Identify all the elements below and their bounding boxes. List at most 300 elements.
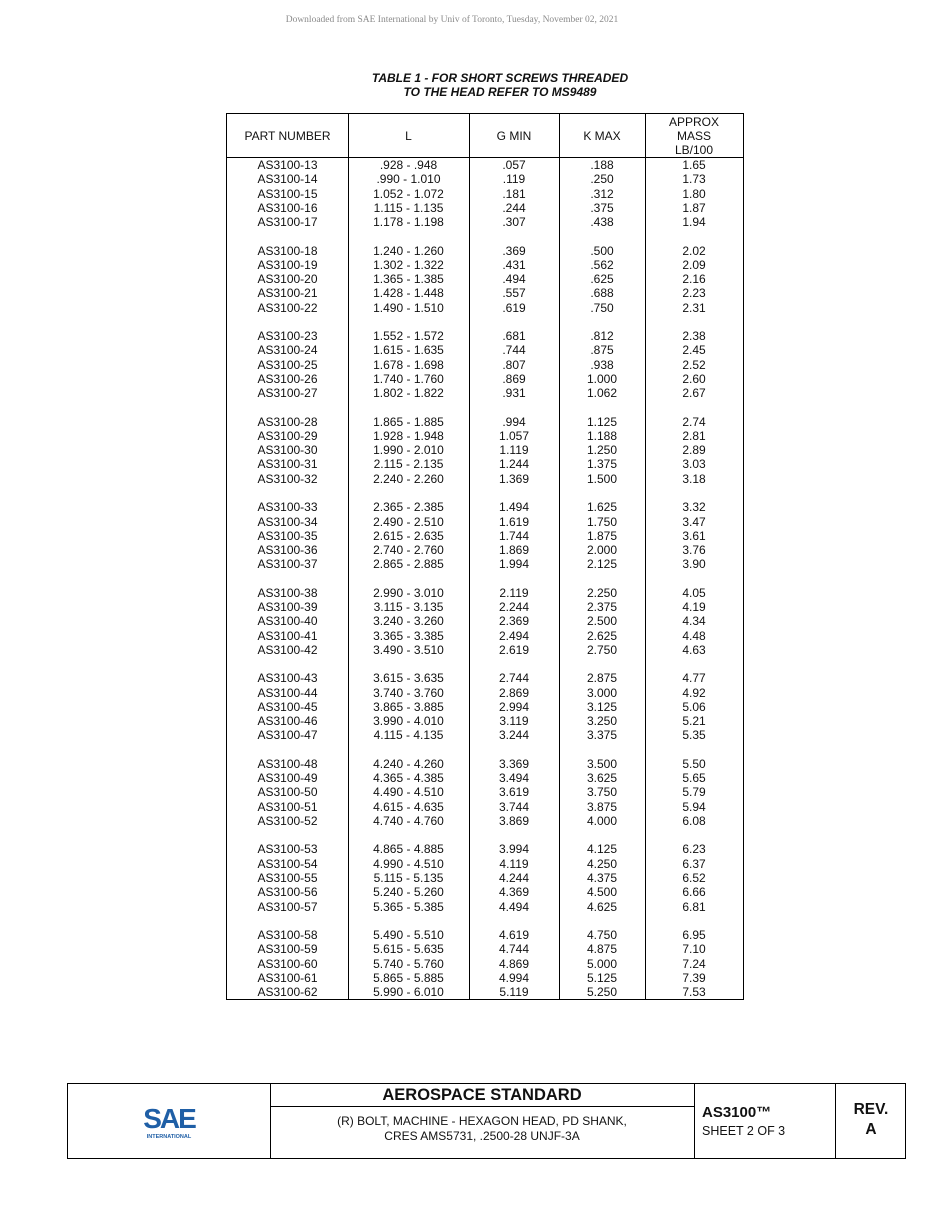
k-max-cell: 1.875	[586, 528, 618, 543]
sae-logo	[138, 1101, 200, 1141]
mass-cell: 6.23	[682, 842, 706, 857]
mass-cell: 4.05	[682, 585, 706, 600]
table-row	[227, 201, 743, 215]
g-min-cell: 2.119	[499, 585, 529, 600]
k-max-cell: 3.750	[586, 785, 618, 800]
l-cell: 2.365 - 2.385	[373, 500, 444, 515]
k-max-cell: 5.250	[586, 985, 618, 1000]
part-number-cell: AS3100-18	[257, 243, 318, 258]
table-row	[227, 957, 743, 971]
l-cell: 1.115 - 1.135	[373, 200, 444, 215]
table-row	[227, 771, 743, 785]
part-number-cell: AS3100-55	[257, 871, 318, 885]
g-min-cell: 1.369	[498, 471, 530, 486]
table-row	[227, 857, 743, 871]
k-max-cell: .188	[590, 158, 614, 172]
mass-cell: 2.38	[682, 329, 706, 344]
part-number-cell: AS3100-36	[257, 543, 318, 558]
title-block-divider	[694, 1084, 695, 1158]
g-min-cell: 3.119	[499, 714, 529, 729]
mass-cell: 3.90	[682, 557, 706, 572]
part-number-cell: AS3100-16	[257, 200, 318, 215]
table-row	[227, 942, 743, 956]
g-min-cell: 3.619	[498, 785, 530, 800]
part-number-cell: AS3100-29	[257, 428, 318, 443]
l-cell: 4.365 - 4.385	[373, 771, 444, 786]
header-g-min: G MIN	[496, 128, 532, 143]
mass-cell: 1.73	[682, 172, 706, 187]
g-min-cell: 4.119	[499, 856, 529, 871]
part-number-cell: AS3100-59	[257, 942, 318, 957]
g-min-cell: 4.619	[498, 928, 530, 943]
k-max-cell: .875	[590, 343, 614, 358]
standard-title: AEROSPACE STANDARD	[382, 1086, 582, 1104]
part-number-cell: AS3100-62	[257, 985, 318, 1000]
g-min-cell: 2.494	[498, 628, 530, 643]
g-min-cell: 4.244	[498, 871, 530, 885]
k-max-cell: .812	[590, 329, 614, 344]
table-row	[227, 500, 743, 514]
k-max-cell: 4.625	[586, 899, 618, 914]
g-min-cell: .431	[502, 257, 526, 272]
table-row	[227, 215, 743, 229]
header-l: L	[405, 128, 412, 143]
part-number-cell: AS3100-14	[257, 172, 318, 187]
part-number-cell: AS3100-53	[257, 842, 318, 857]
table-row	[227, 900, 743, 914]
table-row	[227, 714, 743, 728]
k-max-cell: 1.625	[586, 500, 618, 515]
part-number-cell: AS3100-43	[257, 671, 318, 686]
part-number-cell: AS3100-60	[257, 956, 318, 971]
mass-cell: 5.79	[682, 785, 706, 800]
part-number-cell: AS3100-33	[257, 500, 318, 515]
g-min-cell: 3.244	[498, 728, 530, 743]
mass-cell: 4.92	[682, 685, 706, 700]
k-max-cell: 1.750	[586, 514, 618, 529]
table-row	[227, 629, 743, 643]
mass-cell: 2.23	[682, 286, 706, 301]
table-row	[227, 272, 743, 286]
mass-cell: 7.39	[682, 970, 706, 985]
part-number-cell: AS3100-31	[257, 457, 318, 472]
k-max-cell: 2.750	[586, 642, 618, 657]
l-cell: 2.990 - 3.010	[373, 585, 444, 600]
k-max-cell: .312	[590, 186, 614, 201]
sheet-number: SHEET 2 OF 3	[702, 1124, 786, 1138]
table-row	[227, 415, 743, 429]
mass-cell: 5.06	[682, 699, 706, 714]
mass-cell: 2.02	[682, 243, 706, 258]
table-row	[227, 472, 743, 486]
l-cell: 5.865 - 5.885	[373, 970, 444, 985]
k-max-cell: .750	[590, 300, 614, 315]
k-max-cell: 3.125	[586, 699, 618, 714]
l-cell: 1.740 - 1.760	[373, 371, 444, 386]
header-k-max: K MAX	[583, 128, 621, 143]
mass-cell: 6.66	[682, 885, 706, 900]
g-min-cell: .931	[502, 386, 526, 401]
table-row	[227, 515, 743, 529]
table-row	[227, 971, 743, 985]
g-min-cell: 2.744	[498, 671, 530, 686]
mass-cell: 2.45	[682, 343, 706, 358]
k-max-cell: 3.500	[586, 756, 618, 771]
l-cell: 4.865 - 4.885	[373, 842, 444, 857]
g-min-cell: 1.744	[498, 528, 530, 543]
table-row	[227, 244, 743, 258]
mass-cell: 3.18	[682, 471, 706, 486]
part-number-cell: AS3100-15	[257, 186, 318, 201]
mass-cell: 3.47	[682, 514, 706, 529]
part-number-cell: AS3100-52	[257, 813, 318, 828]
g-min-cell: .119	[502, 172, 526, 187]
g-min-cell: 3.494	[498, 771, 530, 786]
part-number-cell: AS3100-23	[257, 329, 318, 344]
table-title-line-1: TABLE 1 - FOR SHORT SCREWS THREADED	[371, 71, 629, 85]
l-cell: 5.615 - 5.635	[373, 942, 444, 957]
document-number: AS3100™	[702, 1104, 772, 1121]
revision-value: A	[865, 1121, 877, 1138]
g-min-cell: 5.119	[499, 985, 529, 1000]
mass-cell: 2.60	[682, 371, 706, 386]
k-max-cell: 1.500	[586, 471, 618, 486]
k-max-cell: 2.625	[586, 628, 618, 643]
l-cell: 2.240 - 2.260	[373, 471, 444, 486]
k-max-cell: 3.000	[586, 685, 618, 700]
mass-cell: 4.63	[682, 642, 706, 657]
table-row	[227, 543, 743, 557]
g-min-cell: .869	[502, 371, 526, 386]
mass-cell: 1.80	[682, 186, 706, 201]
g-min-cell: .244	[502, 200, 526, 215]
l-cell: 5.115 - 5.135	[373, 871, 444, 885]
mass-cell: 4.48	[682, 628, 706, 643]
k-max-cell: 4.250	[586, 856, 618, 871]
part-number-cell: AS3100-57	[257, 899, 318, 914]
table-row	[227, 700, 743, 714]
g-min-cell: 3.994	[498, 842, 530, 857]
table-row	[227, 358, 743, 372]
mass-cell: 2.31	[682, 300, 706, 315]
k-max-cell: .562	[590, 257, 614, 272]
g-min-cell: 3.869	[498, 813, 530, 828]
l-cell: 3.615 - 3.635	[373, 671, 444, 686]
l-cell: 1.178 - 1.198	[373, 215, 444, 230]
mass-cell: 3.32	[682, 500, 706, 515]
l-cell: 1.865 - 1.885	[373, 414, 444, 429]
k-max-cell: 5.000	[586, 956, 618, 971]
table-row	[227, 928, 743, 942]
part-number-cell: AS3100-47	[257, 728, 318, 743]
table-row	[227, 671, 743, 685]
k-max-cell: .938	[590, 357, 614, 372]
part-number-cell: AS3100-51	[257, 799, 318, 814]
mass-cell: 4.34	[682, 614, 706, 629]
mass-cell: 5.35	[682, 728, 706, 743]
part-number-cell: AS3100-40	[257, 614, 318, 629]
table-title	[300, 71, 700, 99]
k-max-cell: .625	[590, 272, 614, 287]
header-part-number: PART NUMBER	[244, 128, 331, 143]
mass-cell: 5.65	[682, 771, 706, 786]
g-min-cell: 4.494	[498, 899, 530, 914]
l-cell: 3.740 - 3.760	[373, 685, 444, 700]
g-min-cell: .994	[502, 414, 526, 429]
l-cell: 5.490 - 5.510	[373, 928, 444, 943]
table-row	[227, 800, 743, 814]
table-title-line-2: TO THE HEAD REFER TO MS9489	[403, 85, 597, 99]
part-number-cell: AS3100-41	[257, 628, 318, 643]
mass-cell: 4.19	[682, 600, 706, 615]
g-min-cell: .681	[502, 329, 526, 344]
g-min-cell: 1.244	[498, 457, 530, 472]
table-row	[227, 187, 743, 201]
g-min-cell: 4.744	[498, 942, 530, 957]
title-block-divider	[270, 1106, 694, 1107]
part-number-cell: AS3100-13	[257, 158, 318, 172]
download-watermark: Downloaded from SAE International by Univ of Toronto, Tuesday, November 02, 2021	[285, 15, 619, 25]
sae-logo-mark: SAE	[143, 1103, 195, 1134]
l-cell: .928 - .948	[379, 158, 438, 172]
part-number-cell: AS3100-44	[257, 685, 318, 700]
k-max-cell: .500	[590, 243, 614, 258]
part-number-cell: AS3100-26	[257, 371, 318, 386]
g-min-cell: 4.369	[498, 885, 530, 900]
k-max-cell: 4.750	[586, 928, 618, 943]
k-max-cell: 4.375	[586, 871, 618, 885]
k-max-cell: 2.000	[586, 543, 618, 558]
g-min-cell: 3.744	[498, 799, 530, 814]
table-row	[227, 343, 743, 357]
table-row	[227, 457, 743, 471]
l-cell: 4.615 - 4.635	[373, 799, 444, 814]
g-min-cell: 2.244	[498, 600, 530, 615]
l-cell: 2.490 - 2.510	[373, 514, 444, 529]
description-line-1: (R) BOLT, MACHINE - HEXAGON HEAD, PD SHANK,	[337, 1114, 627, 1128]
part-number-cell: AS3100-49	[257, 771, 318, 786]
k-max-cell: 2.375	[586, 600, 618, 615]
g-min-cell: 1.619	[498, 514, 530, 529]
mass-cell: 6.52	[682, 871, 706, 885]
dimensions-table	[226, 113, 744, 1000]
description-line-2: CRES AMS5731, .2500-28 UNJF-3A	[384, 1129, 580, 1143]
table-row	[227, 172, 743, 186]
l-cell: 1.240 - 1.260	[373, 243, 444, 258]
k-max-cell: .375	[590, 200, 614, 215]
mass-cell: 6.37	[682, 856, 706, 871]
mass-cell: 5.50	[682, 756, 706, 771]
l-cell: 1.490 - 1.510	[373, 300, 444, 315]
mass-cell: 6.95	[682, 928, 706, 943]
part-number-cell: AS3100-46	[257, 714, 318, 729]
k-max-cell: .438	[590, 215, 614, 230]
table-row	[227, 842, 743, 856]
k-max-cell: 1.125	[586, 414, 618, 429]
part-number-cell: AS3100-19	[257, 257, 318, 272]
part-number-cell: AS3100-27	[257, 386, 318, 401]
l-cell: 4.990 - 4.510	[373, 856, 444, 871]
g-min-cell: .557	[502, 286, 526, 301]
table-row	[227, 372, 743, 386]
table-row	[227, 785, 743, 799]
mass-cell: 7.53	[682, 985, 706, 1000]
g-min-cell: .057	[502, 158, 526, 172]
l-cell: 1.552 - 1.572	[373, 329, 444, 344]
revision	[836, 1100, 906, 1140]
k-max-cell: 4.000	[586, 813, 618, 828]
table-row	[227, 386, 743, 400]
table-row	[227, 158, 743, 172]
l-cell: 5.990 - 6.010	[373, 985, 444, 1000]
l-cell: 1.928 - 1.948	[373, 428, 444, 443]
header-approx-mass: APPROX MASS LB/100	[668, 114, 719, 157]
table-row	[227, 885, 743, 899]
l-cell: 4.115 - 4.135	[373, 728, 444, 743]
mass-cell: 2.09	[682, 257, 706, 272]
part-number-cell: AS3100-22	[257, 300, 318, 315]
table-row	[227, 728, 743, 742]
k-max-cell: 1.188	[586, 428, 618, 443]
table-row	[227, 985, 743, 999]
table-row	[227, 814, 743, 828]
k-max-cell: 1.062	[586, 386, 618, 401]
mass-cell: 1.87	[682, 200, 706, 215]
table-row	[227, 871, 743, 885]
l-cell: 3.115 - 3.135	[373, 600, 444, 615]
document-description	[270, 1114, 694, 1144]
table-row	[227, 600, 743, 614]
mass-cell: 6.08	[682, 813, 706, 828]
part-number-cell: AS3100-54	[257, 856, 318, 871]
l-cell: 1.990 - 2.010	[373, 443, 444, 458]
mass-cell: 2.67	[682, 386, 706, 401]
g-min-cell: 1.994	[498, 557, 530, 572]
title-block	[67, 1083, 906, 1159]
l-cell: 5.240 - 5.260	[373, 885, 444, 900]
g-min-cell: 2.869	[498, 685, 530, 700]
table-row	[227, 443, 743, 457]
k-max-cell: 4.875	[586, 942, 618, 957]
l-cell: 2.115 - 2.135	[373, 457, 444, 472]
mass-cell: 6.81	[682, 899, 706, 914]
part-number-cell: AS3100-61	[257, 970, 318, 985]
revision-label: REV.	[853, 1101, 889, 1118]
part-number-cell: AS3100-37	[257, 557, 318, 572]
part-number-cell: AS3100-34	[257, 514, 318, 529]
k-max-cell: 2.250	[586, 585, 618, 600]
table-row	[227, 429, 743, 443]
g-min-cell: .744	[502, 343, 526, 358]
part-number-cell: AS3100-17	[257, 215, 318, 230]
l-cell: 1.365 - 1.385	[373, 272, 444, 287]
table-row	[227, 301, 743, 315]
g-min-cell: .494	[502, 272, 526, 287]
l-cell: 3.365 - 3.385	[373, 628, 444, 643]
part-number-cell: AS3100-20	[257, 272, 318, 287]
g-min-cell: 1.119	[499, 443, 529, 458]
part-number-cell: AS3100-28	[257, 414, 318, 429]
table-row	[227, 557, 743, 571]
part-number-cell: AS3100-56	[257, 885, 318, 900]
table-row	[227, 529, 743, 543]
part-number-cell: AS3100-39	[257, 600, 318, 615]
sae-logo-subtext: INTERNATIONAL	[146, 1134, 192, 1140]
mass-cell: 1.65	[682, 158, 706, 172]
k-max-cell: 3.375	[586, 728, 618, 743]
part-number-cell: AS3100-45	[257, 699, 318, 714]
mass-cell: 2.74	[682, 414, 706, 429]
mass-cell: 2.16	[682, 272, 706, 287]
table-row	[227, 686, 743, 700]
l-cell: 4.490 - 4.510	[373, 785, 444, 800]
mass-cell: 1.94	[682, 215, 706, 230]
g-min-cell: 1.869	[498, 543, 530, 558]
l-cell: 1.302 - 1.322	[373, 257, 444, 272]
mass-cell: 3.61	[682, 528, 706, 543]
mass-cell: 2.81	[682, 428, 706, 443]
k-max-cell: 2.125	[586, 557, 618, 572]
g-min-cell: 1.494	[498, 500, 530, 515]
mass-cell: 3.03	[682, 457, 706, 472]
l-cell: 1.615 - 1.635	[373, 343, 444, 358]
part-number-cell: AS3100-50	[257, 785, 318, 800]
part-number-cell: AS3100-24	[257, 343, 318, 358]
l-cell: 3.990 - 4.010	[373, 714, 444, 729]
l-cell: 1.428 - 1.448	[373, 286, 444, 301]
mass-cell: 3.76	[682, 543, 706, 558]
part-number-cell: AS3100-35	[257, 528, 318, 543]
l-cell: 3.490 - 3.510	[373, 642, 444, 657]
table-row	[227, 586, 743, 600]
k-max-cell: 3.625	[586, 771, 618, 786]
l-cell: 3.240 - 3.260	[373, 614, 444, 629]
l-cell: 1.802 - 1.822	[373, 386, 444, 401]
table-row	[227, 614, 743, 628]
l-cell: 2.865 - 2.885	[373, 557, 444, 572]
l-cell: 1.052 - 1.072	[373, 186, 444, 201]
mass-cell: 2.52	[682, 357, 706, 372]
k-max-cell: 1.250	[586, 443, 618, 458]
mass-cell: 4.77	[682, 671, 706, 686]
mass-cell: 7.24	[682, 956, 706, 971]
mass-cell: 5.21	[682, 714, 706, 729]
g-min-cell: .181	[502, 186, 526, 201]
part-number-cell: AS3100-38	[257, 585, 318, 600]
k-max-cell: .250	[590, 172, 614, 187]
g-min-cell: 2.994	[498, 699, 530, 714]
l-cell: .990 - 1.010	[376, 172, 441, 187]
mass-cell: 7.10	[682, 942, 706, 957]
g-min-cell: 3.369	[498, 756, 530, 771]
k-max-cell: 5.125	[586, 970, 618, 985]
l-cell: 5.365 - 5.385	[373, 899, 444, 914]
part-number-cell: AS3100-58	[257, 928, 318, 943]
l-cell: 4.240 - 4.260	[373, 756, 444, 771]
g-min-cell: .619	[502, 300, 526, 315]
k-max-cell: 1.375	[586, 457, 618, 472]
g-min-cell: .369	[502, 243, 526, 258]
k-max-cell: 1.000	[586, 371, 618, 386]
l-cell: 2.740 - 2.760	[373, 543, 444, 558]
part-number-cell: AS3100-48	[257, 756, 318, 771]
g-min-cell: 1.057	[498, 428, 530, 443]
mass-cell: 5.94	[682, 799, 706, 814]
k-max-cell: 3.250	[586, 714, 618, 729]
k-max-cell: 3.875	[586, 799, 618, 814]
l-cell: 1.678 - 1.698	[373, 357, 444, 372]
k-max-cell: 4.500	[586, 885, 618, 900]
